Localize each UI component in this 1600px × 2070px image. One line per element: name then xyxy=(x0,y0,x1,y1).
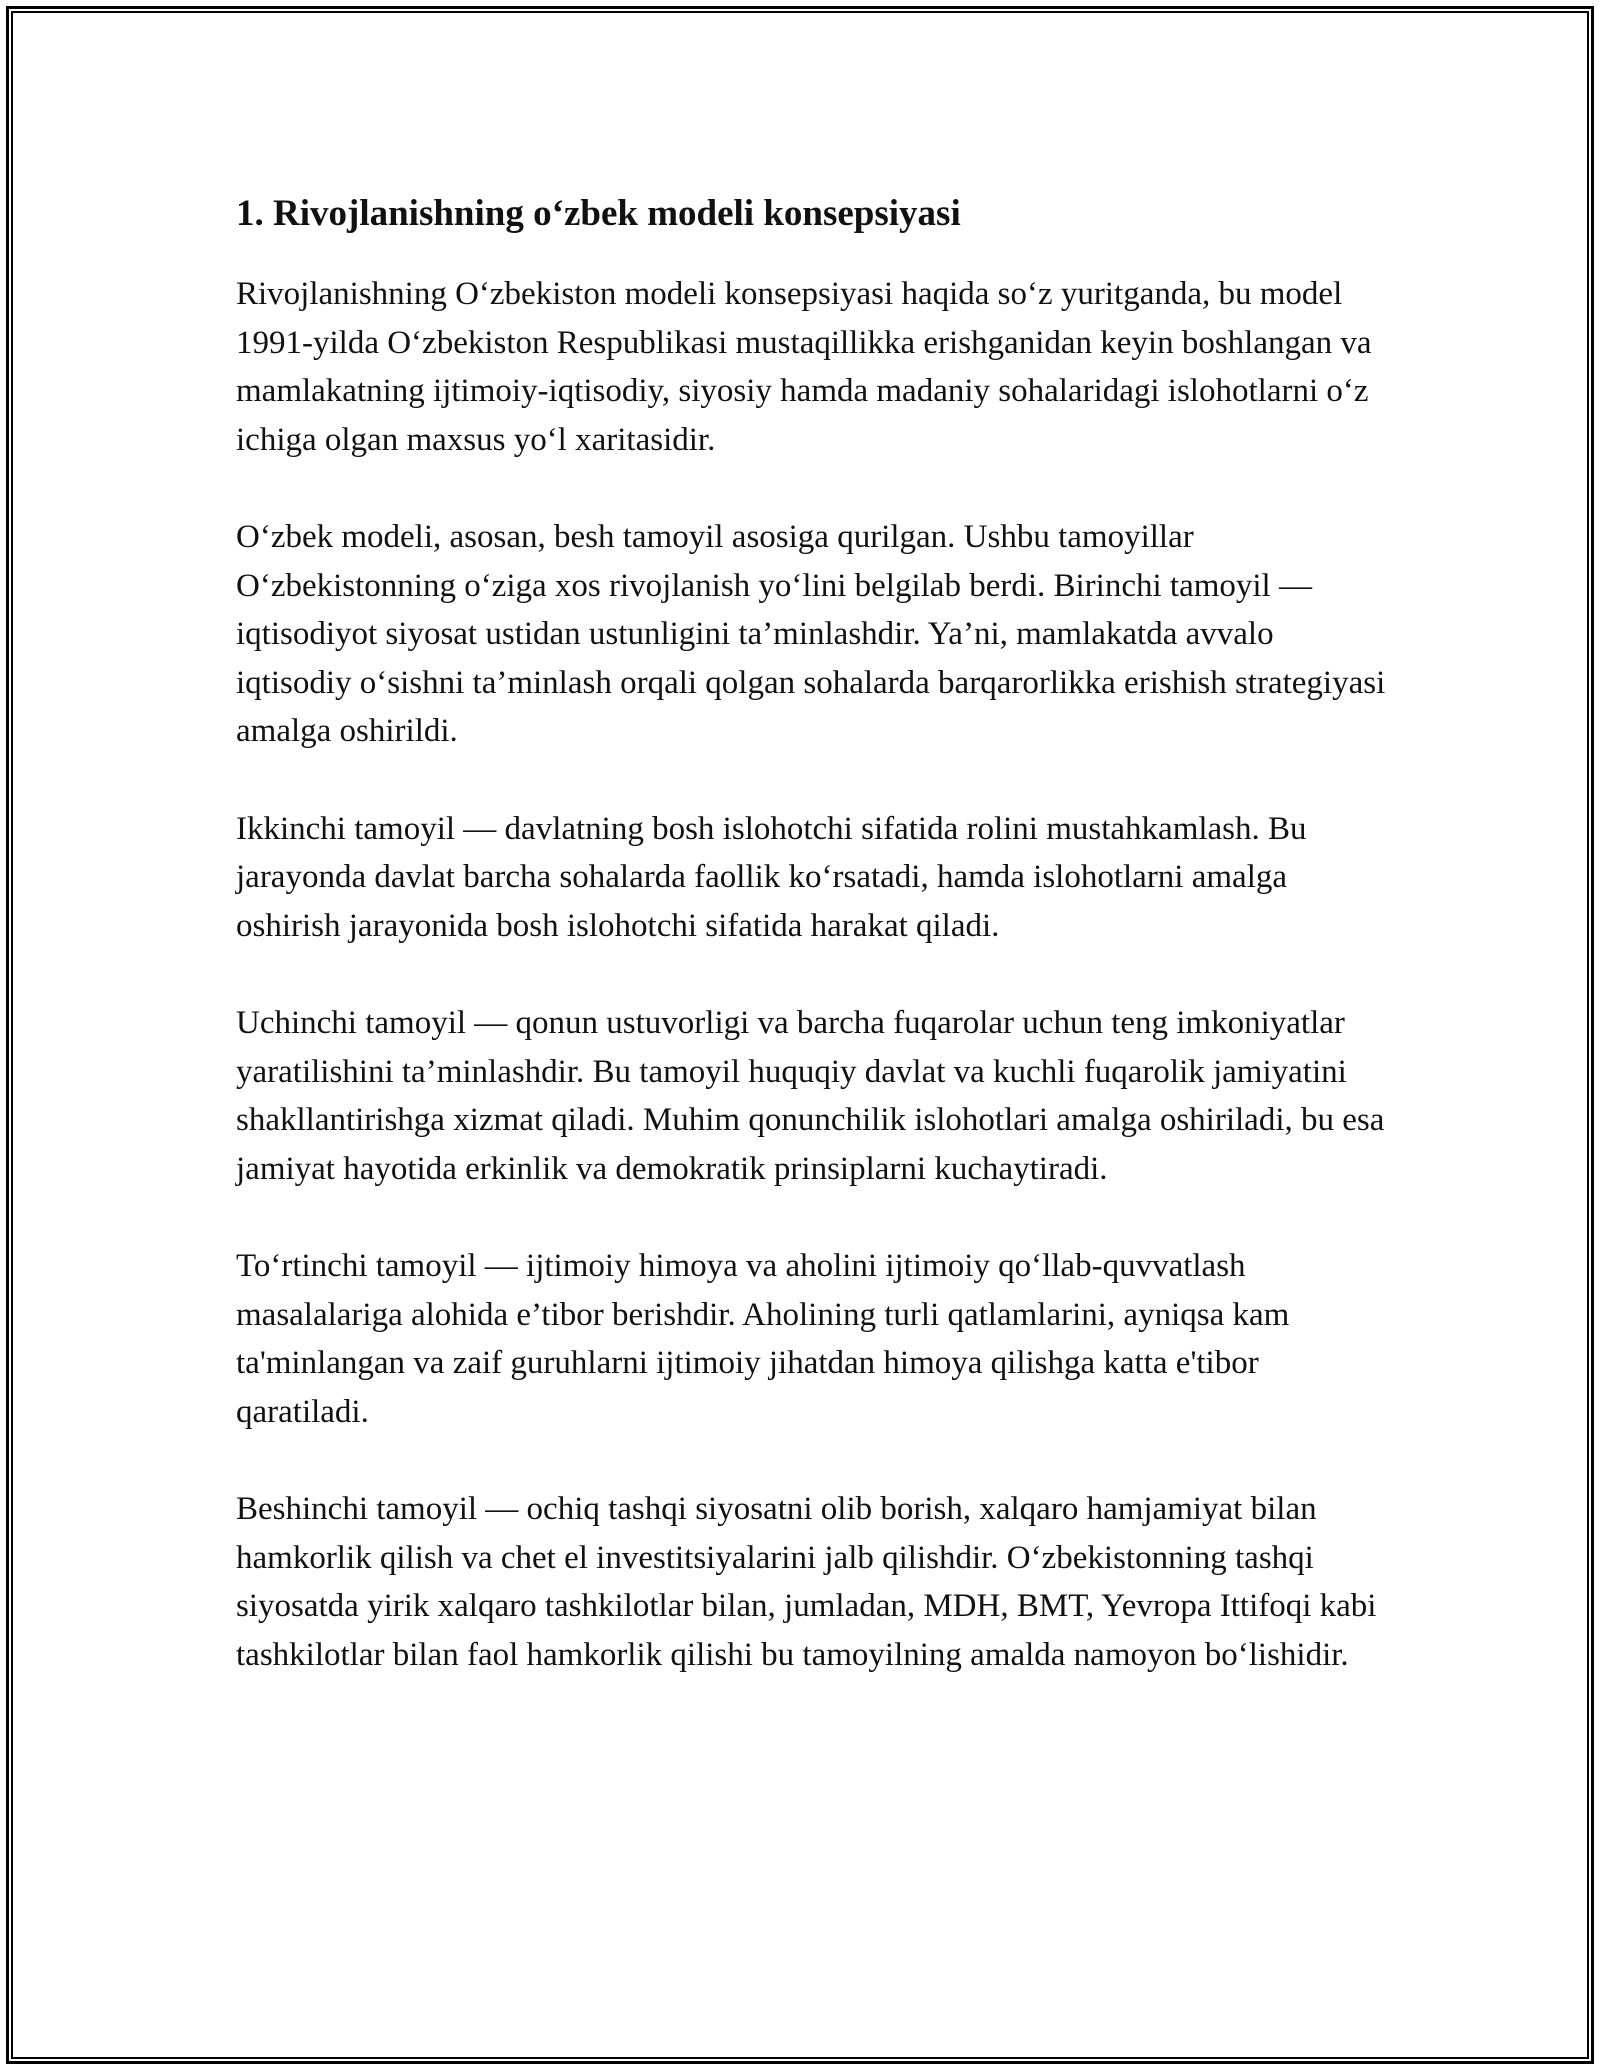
paragraph-principle-1: O‘zbek modeli, asosan, besh tamoyil asosiga qurilgan. Ushbu tamoyillar O‘zbekistonning o‘ziga xos rivojlanish yo‘lini belgilab berdi. Birinchi tamoyil — iqtisodiyot siyosat ustidan ustunligini ta’minlashdir. Ya’ni, mamlakatda avvalo iqtisodiy o‘sishni ta’minlash orqali qolgan sohalarda barqarorlikka erishish strategiyasi amalga oshirildi. xyxy=(236,519,1386,749)
paragraph-principle-4: To‘rtinchi tamoyil — ijtimoiy himoya va aholini ijtimoiy qo‘llab-quvvatlash masalalariga alohida e’tibor berishdir. Aholining turli qatlamlarini, ayniqsa kam ta'minlangan va zaif guruhlarni ijtimoiy jihatdan himoya qilishga katta e'tibor qaratiladi. xyxy=(236,1248,1290,1430)
paragraph-principle-2: Ikkinchi tamoyil — davlatning bosh islohotchi sifatida rolini mustahkamlash. Bu jarayonda davlat barcha sohalarda faollik ko‘rsatadi, hamda islohotlarni amalga oshirish jarayonida bosh islohotchi sifatida harakat qiladi. xyxy=(236,810,1307,944)
paragraph-principle-5: Beshinchi tamoyil — ochiq tashqi siyosatni olib borish, xalqaro hamjamiyat bilan hamkorlik qilish va chet el investitsiyalarini jalb qilishdir. O‘zbekistonning tashqi siyosatda yirik xalqaro tashkilotlar bilan, jumladan, MDH, BMT, Yevropa Ittifoqi kabi tashkilotlar bilan faol hamkorlik qilishi bu tamoyilning amalda namoyon bo‘lishidir. xyxy=(236,1491,1377,1673)
document-body xyxy=(236,188,1386,1728)
paragraph-principle-3: Uchinchi tamoyil — qonun ustuvorligi va barcha fuqarolar uchun teng imkoniyatlar yaratilishini ta’minlashdir. Bu tamoyil huquqiy davlat va kuchli fuqarolik jamiyatini shakllantirishga xizmat qiladi. Muhim qonunchilik islohotlari amalga oshiriladi, bu esa jamiyat hayotida erkinlik va demokratik prinsiplarni kuchaytiradi. xyxy=(236,1005,1385,1187)
paragraph-intro: Rivojlanishning O‘zbekiston modeli konsepsiyasi haqida so‘z yuritganda, bu model 1991-yilda O‘zbekiston Respublikasi mustaqillikka erishganidan keyin boshlangan va mamlakatning ijtimoiy-iqtisodiy, siyosiy hamda madaniy sohalaridagi islohotlarni o‘z ichiga olgan maxsus yo‘l xaritasidir. xyxy=(236,276,1372,458)
section-heading: 1. Rivojlanishning o‘zbek modeli konsepsiyasi xyxy=(236,193,961,234)
